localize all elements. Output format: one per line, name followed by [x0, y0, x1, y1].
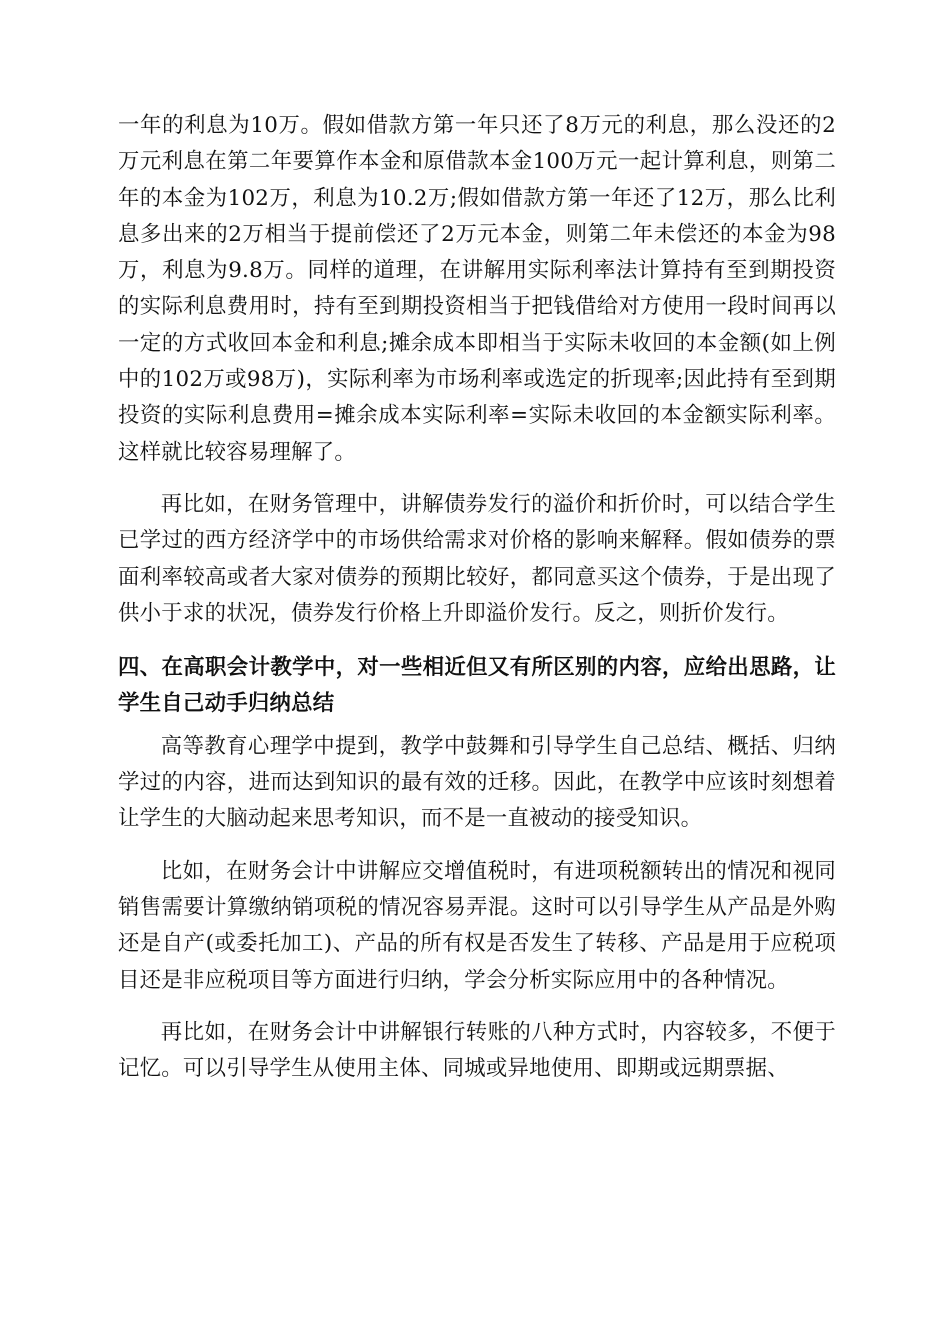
- document-page: [118, 108, 836, 1087]
- section-heading-four: 四、在高职会计教学中，对一些相近但又有所区别的内容，应给出思路，让学生自己动手归纳总结: [118, 655, 836, 717]
- paragraph-psychology: 高等教育心理学中提到，教学中鼓舞和引导学生自己总结、概括、归纳学过的内容，进而达到知识的最有效的迁移。因此，在教学中应该时刻想着让学生的大脑动起来思考知识，而不是一直被动的接受知识。: [118, 733, 836, 832]
- paragraph-interest-example: 一年的利息为10万。假如借款方第一年只还了8万元的利息，那么没还的2万元利息在第二年要算作本金和原借款本金100万元一起计算利息，则第二年的本金为102万，利息为10.2万;假如借款方第一年还了12万，那么比利息多出来的2万相当于提前偿还了2万元本金，则第二年未偿还的本金为98万，利息为9.8万。同样的道理，在讲解用实际利率法计算持有至到期投资的实际利息费用时，持有至到期投资相当于把钱借给对方使用一段时间再以一定的方式收回本金和利息;摊余成本即相当于实际未收回的本金额(如上例中的102万或98万)，实际利率为市场利率或选定的折现率;因此持有至到期投资的实际利息费用=摊余成本实际利率=实际未收回的本金额实际利率。这样就比较容易理解了。: [118, 113, 836, 465]
- paragraph-vat-example: 比如，在财务会计中讲解应交增值税时，有进项税额转出的情况和视同销售需要计算缴纳销项税的情况容易弄混。这时可以引导学生从产品是外购还是自产(或委托加工)、产品的所有权是否发生了转移、产品是用于应税项目还是非应税项目等方面进行归纳，学会分析实际应用中的各种情况。: [118, 858, 836, 993]
- paragraph-bond-premium: 再比如，在财务管理中，讲解债券发行的溢价和折价时，可以结合学生已学过的西方经济学中的市场供给需求对价格的影响来解释。假如债券的票面利率较高或者大家对债券的预期比较好，都同意买这个债券，于是出现了供小于求的状况，债券发行价格上升即溢价发行。反之，则折价发行。: [118, 491, 836, 626]
- paragraph-bank-transfer: 再比如，在财务会计中讲解银行转账的八种方式时，内容较多，不便于记忆。可以引导学生从使用主体、同城或异地使用、即期或远期票据、: [118, 1019, 836, 1082]
